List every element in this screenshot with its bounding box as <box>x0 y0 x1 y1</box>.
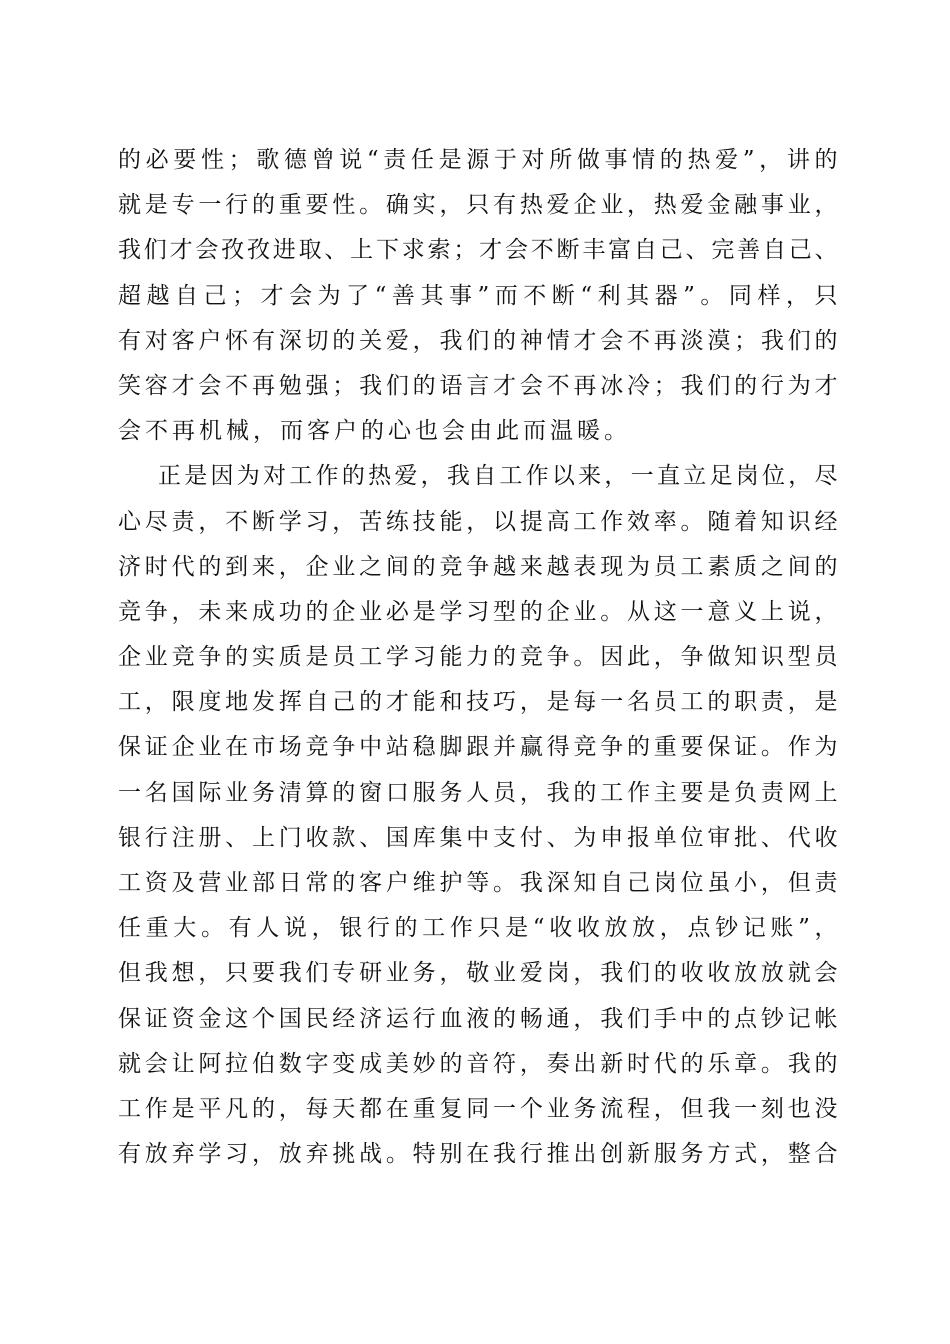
text-line: 心尽责，不断学习，苦练技能，以提高工作效率。随着知识经 <box>118 508 838 535</box>
text-line: 银行注册、上门收款、国库集中支付、为申报单位审批、代收 <box>118 824 838 851</box>
text-line: 但我想，只要我们专研业务，敬业爱岗，我们的收收放放就会 <box>118 960 838 987</box>
text-line: 就会让阿拉伯数字变成美妙的音符，奏出新时代的乐章。我的 <box>118 1050 838 1077</box>
text-line: 就是专一行的重要性。确实，只有热爱企业，热爱金融事业， <box>118 192 838 219</box>
text-line: 工，限度地发挥自己的才能和技巧，是每一名员工的职责，是 <box>118 689 838 716</box>
text-line: 我们才会孜孜进取、上下求索；才会不断丰富自己、完善自己、 <box>118 237 838 264</box>
text-line: 任重大。有人说，银行的工作只是“收收放放，点钞记账”， <box>118 915 838 942</box>
text-line: 保证企业在市场竞争中站稳脚跟并赢得竞争的重要保证。作为 <box>118 734 838 761</box>
text-line: 笑容才会不再勉强；我们的语言才会不再冰冷；我们的行为才 <box>118 372 838 399</box>
text-line: 超越自己；才会为了“善其事”而不断“利其器”。同样，只 <box>118 282 838 309</box>
text-line: 的必要性；歌德曾说“责任是源于对所做事情的热爱”，讲的 <box>118 147 838 173</box>
text-line: 保证资金这个国民经济运行血液的畅通，我们手中的点钞记帐 <box>118 1005 838 1032</box>
text-line: 工资及营业部日常的客户维护等。我深知自己岗位虽小，但责 <box>118 870 838 896</box>
text-line: 济时代的到来，企业之间的竞争越来越表现为员工素质之间的 <box>118 553 838 580</box>
text-line: 工作是平凡的，每天都在重复同一个业务流程，但我一刻也没 <box>118 1095 838 1122</box>
text-line: 有对客户怀有深切的关爱，我们的神情才会不再淡漠；我们的 <box>118 327 838 354</box>
paragraph-1 <box>118 138 838 454</box>
text-line: 一名国际业务清算的窗口服务人员，我的工作主要是负责网上 <box>118 779 838 806</box>
text-line: 有放弃学习，放弃挑战。特别在我行推出创新服务方式，整合 <box>118 1141 838 1168</box>
text-line: 竞争，未来成功的企业必是学习型的企业。从这一意义上说， <box>118 598 838 625</box>
text-line: 正是因为对工作的热爱，我自工作以来，一直立足岗位，尽 <box>158 463 838 490</box>
text-line: 企业竞争的实质是员工学习能力的竞争。因此，争做知识型员 <box>118 644 838 671</box>
text-line: 会不再机械，而客户的心也会由此而温暖。 <box>118 418 631 445</box>
paragraph-2 <box>118 454 838 1177</box>
body-text <box>118 138 838 1177</box>
